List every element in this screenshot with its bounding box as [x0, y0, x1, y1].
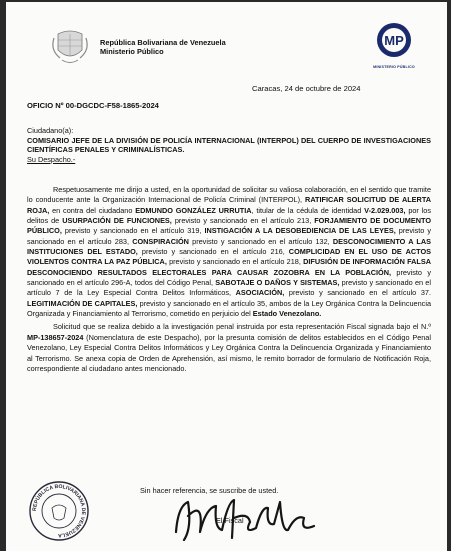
body-bold: ASOCIACIÓN, — [235, 288, 285, 298]
handwritten-signature — [170, 488, 320, 548]
body-bold: DIFUSIÓN DE INFORMACIÓN FALSA DESCONOCIENDO RESULTADOS ELECTORALES PARA CAUSAR ZOZOBRA EN LA POBLACIÓN, — [27, 257, 431, 277]
body-paragraph-2 — [27, 322, 431, 374]
su-despacho: Su Despacho.- — [27, 154, 76, 164]
stamp-text: REPÚBLICA BOLIVARIANA DE VENEZUELA — [31, 483, 87, 539]
body-text: por los delitos de — [27, 205, 432, 226]
body-text: previsto y sancionado en el artículo 213, — [171, 216, 315, 226]
institution-line2: Ministerio Público — [100, 47, 164, 56]
body-paragraph-1 — [27, 185, 431, 319]
document-page — [6, 2, 447, 551]
salutation: Ciudadano(a): — [27, 126, 74, 135]
body-text: previsto y sancionado en el artículo 132, — [188, 236, 333, 246]
body-text: previsto y sancionado en el artículo 296-A, todos del Código Penal, — [27, 267, 431, 288]
signature-block — [28, 480, 438, 550]
body-text: (Nomenclatura de este Despacho), por la presunta comisión de delitos establecidos en el Código Penal Venezolano, Ley Especial Contra Delitos Informáticos y Ley Orgánica Contra la Delincuencia Organizada y Financiamiento al Terrorismo. Se anexa copia de Orden de Aprehensión, así mismo, le remito borrador de formulario de Notificación Roja, correspondiente al ciudadano antes mencionado. — [27, 332, 431, 373]
letter-date: Caracas, 24 de octubre de 2024 — [252, 84, 361, 93]
mp-emblem-icon — [372, 20, 416, 60]
fiscal-role: El Fiscal — [216, 516, 244, 525]
recipient-block — [27, 126, 431, 164]
logo-text: MP — [384, 33, 404, 48]
body-bold: CONSPIRACIÓN — [132, 236, 189, 246]
ministerio-publico-logo — [364, 20, 424, 69]
oficio-number: OFICIO Nº 00-DGCDC-F58-1865-2024 — [27, 101, 159, 110]
body-text: Solicitud que se realiza debido a la investigación penal instruida por esta representación Fiscal signada bajo el N.º — [53, 322, 431, 332]
body-bold: V-2.029.003, — [364, 205, 406, 215]
logo-caption: MINISTERIO PÚBLICO — [373, 65, 415, 69]
letter-body — [27, 185, 431, 374]
body-bold: MP-138657-2024 — [27, 332, 84, 342]
body-bold: COMPLICIDAD EN EL USO DE ACTOS VIOLENTOS CONTRA LA PAZ PÚBLICA, — [27, 247, 432, 267]
closing-line: Sin hacer referencia, se suscribe de usted. — [140, 486, 279, 495]
body-bold: INSTIGACIÓN A LA DESOBEDIENCIA DE LAS LEYES, — [204, 226, 396, 236]
body-text: previsto y sancionado en el artículo 218, — [166, 257, 304, 267]
body-bold: FORJAMIENTO DE DOCUMENTO PÚBLICO, — [27, 216, 432, 236]
body-bold: SABOTAJE O DAÑOS Y SISTEMAS, — [215, 278, 340, 288]
body-bold: USURPACIÓN DE FUNCIONES, — [62, 216, 172, 226]
body-text: , titular de la cédula de identidad — [251, 205, 365, 215]
body-text: en contra del ciudadano — [49, 205, 136, 215]
body-bold: Estado Venezolano. — [252, 309, 322, 319]
body-text: previsto y sancionado en el artículo 319, — [61, 226, 205, 236]
official-stamp-icon — [28, 480, 90, 542]
body-text: previsto y sancionado en el artículo 7 de la Ley Especial Contra Delitos Informáticos, — [27, 278, 431, 298]
institution-line1: República Bolivariana de Venezuela — [100, 38, 226, 47]
body-text: previsto y sancionado en el artículo 283, — [27, 226, 431, 246]
body-text: previsto y sancionado en el artículo 35, ambos de la Ley Orgánica Contra la Delincuencia Organizada y Financiamiento al Terrorismo, cometido en perjuicio del — [27, 298, 431, 319]
body-bold: DESCONOCIMIENTO A LAS INSTITUCIONES DEL ESTADO, — [27, 236, 432, 257]
body-bold: RATIFICAR SOLICITUD DE ALERTA ROJA, — [27, 195, 432, 215]
coat-of-arms-icon — [50, 28, 90, 66]
body-text: previsto y sancionado en el artículo 216, — [137, 247, 289, 257]
body-text: previsto y sancionado en el artículo 37. — [284, 288, 431, 298]
body-bold: EDMUNDO GONZÁLEZ URRUTIA — [135, 205, 252, 215]
body-text: Respetuosamente me dirijo a usted, en la oportunidad de solicitar su valiosa colaboración, en el sentido que tramite lo conducente ante la Organización Internacional de Policía Criminal (INTERPOL), — [27, 185, 431, 205]
svg-text:REPÚBLICA BOLIVARIANA DE VENEZ — [32, 484, 86, 538]
letterhead — [50, 28, 226, 66]
recipient: COMISARIO JEFE DE LA DIVISIÓN DE POLICÍA INTERNACIONAL (INTERPOL) DEL CUERPO DE INVESTIGACIONES CIENTÍFICAS PENALES Y CRIMINALÍSTICAS. — [27, 135, 431, 155]
body-bold: LEGITIMACIÓN DE CAPITALES, — [27, 298, 138, 308]
